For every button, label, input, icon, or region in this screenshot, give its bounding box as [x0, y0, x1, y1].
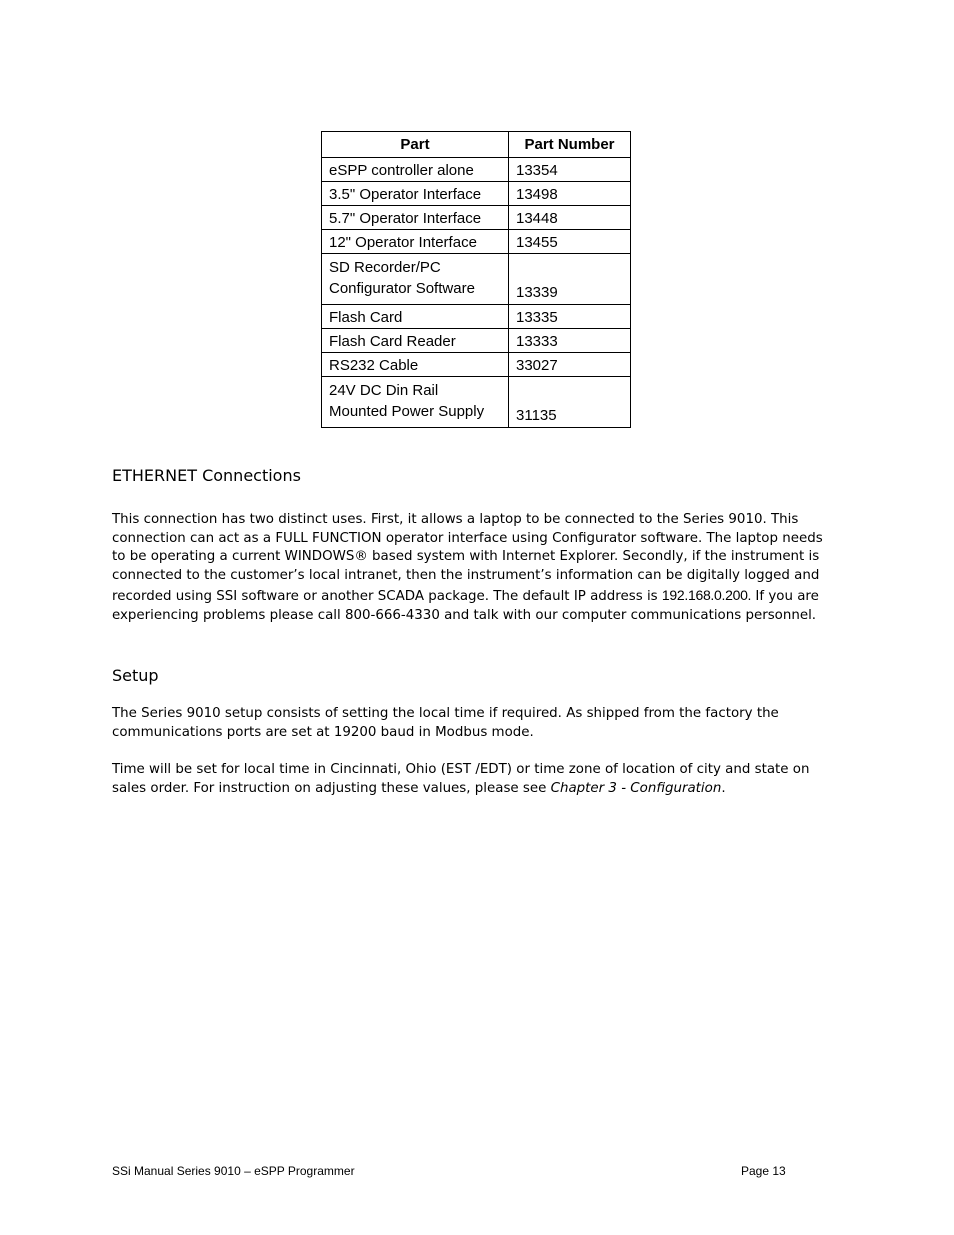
table-row [322, 353, 631, 377]
chapter-reference: Chapter 3 - Configuration [550, 780, 722, 796]
cell-part: Flash Card [322, 305, 509, 329]
cell-part: 5.7" Operator Interface [322, 206, 509, 230]
cell-part: SD Recorder/PC Configurator Software [322, 254, 509, 305]
setup-paragraph-2 [112, 761, 834, 798]
table-row [322, 305, 631, 329]
header-part-number: Part Number [509, 132, 631, 158]
table-header-row [322, 132, 631, 158]
table-row [322, 182, 631, 206]
ethernet-body-text: This connection has two distinct uses. First, it allows a laptop to be connected to the Series 9010. This connection can act as a FULL FUNCTION operator interface using Configurator software. The laptop needs to be operating a current WINDOWS® based system with Internet Explorer. Secondly, if the instrument is connected to the customer’s local intranet, then the instrument’s information can be digitally logged and recorded using SSI software or another SCADA package. The default IP address is [112, 512, 823, 604]
cell-part-number: 13354 [509, 158, 631, 182]
cell-part-number: 13455 [509, 230, 631, 254]
footer-title: SSi Manual Series 9010 – eSPP Programmer [112, 1164, 355, 1178]
cell-part: RS232 Cable [322, 353, 509, 377]
table-row [322, 206, 631, 230]
table-row [322, 158, 631, 182]
cell-part-number: 13448 [509, 206, 631, 230]
cell-part: 3.5" Operator Interface [322, 182, 509, 206]
cell-part: 24V DC Din Rail Mounted Power Supply [322, 377, 509, 428]
table-row [322, 230, 631, 254]
ethernet-paragraph [112, 511, 834, 625]
cell-part-number: 31135 [509, 377, 631, 428]
cell-part-number: 13333 [509, 329, 631, 353]
cell-part-number: 13498 [509, 182, 631, 206]
footer-page-number: Page 13 [741, 1164, 786, 1178]
parts-table [321, 131, 631, 428]
ethernet-body-end: If you are experiencing problems please call 800-666-4330 and talk with our computer communications personnel. [112, 588, 819, 623]
cell-part: eSPP controller alone [322, 158, 509, 182]
table-row [322, 329, 631, 353]
ip-address: 192.168.0.200. [661, 586, 752, 603]
setup-heading: Setup [112, 666, 159, 685]
cell-part-number: 33027 [509, 353, 631, 377]
setup-paragraph-2-text: Time will be set for local time in Cincinnati, Ohio (EST /EDT) or time zone of location of city and state on sales order. For instruction on adjusting these values, please see [112, 762, 810, 796]
cell-part: 12" Operator Interface [322, 230, 509, 254]
setup-paragraph-2-end: . [721, 780, 726, 796]
table-row [322, 377, 631, 428]
cell-part: Flash Card Reader [322, 329, 509, 353]
ethernet-heading: ETHERNET Connections [112, 466, 301, 485]
header-part: Part [322, 132, 509, 158]
setup-paragraph-1: The Series 9010 setup consists of setting the local time if required. As shipped from the factory the communications ports are set at 19200 baud in Modbus mode. [112, 706, 779, 740]
cell-part-number: 13335 [509, 305, 631, 329]
cell-part-number: 13339 [509, 254, 631, 305]
table-row [322, 254, 631, 305]
